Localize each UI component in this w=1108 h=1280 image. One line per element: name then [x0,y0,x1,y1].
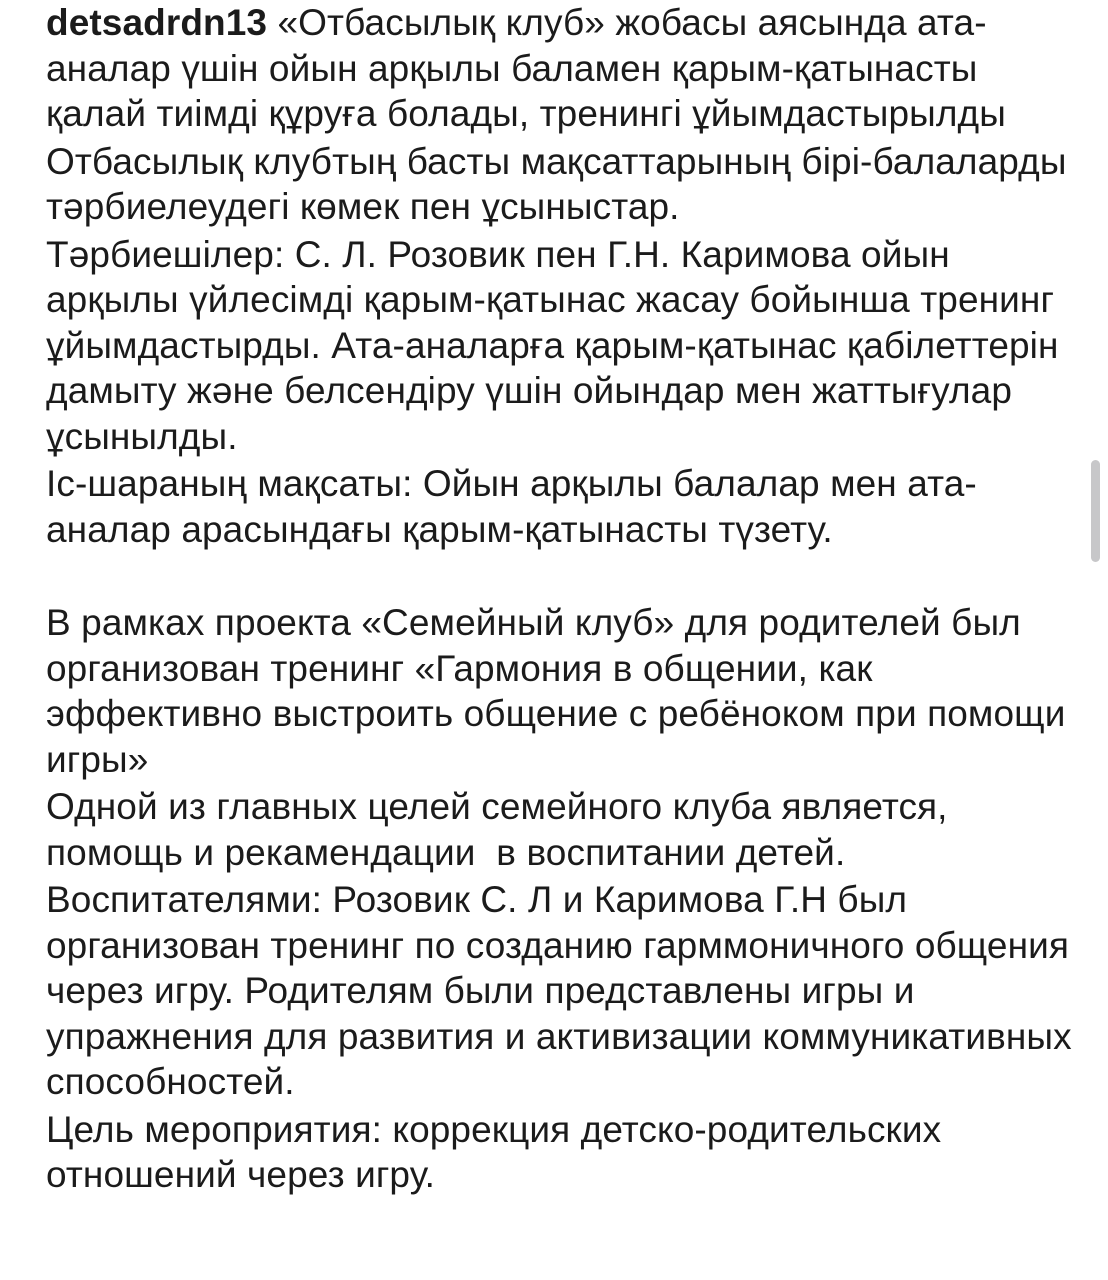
username-link[interactable]: detsadrdn13 [46,2,268,43]
caption-ru-intro: В рамках проекта «Семейный клуб» для родителей был организован тренинг «Гармония в общении, как эффективно выстроить общение с ребёноком при помощи игры» [46,602,1076,780]
post-caption [46,0,1086,1200]
caption-ru-teachers: Воспитателями: Розовик С. Л и Каримова Г.Н был организован тренинг по созданию гарммоничного общения через игру. Родителям были представлены игры и упражнения для развития и активизации коммуникативных способностей. [46,879,1083,1102]
caption-kz-goal: Отбасылық клубтың басты мақсаттарының бірі-балаларды тәрбиелеудегі көмек пен ұсыныстар. [46,140,1077,227]
caption-kz-intro [46,0,1086,137]
caption-ru-purpose: Цель мероприятия: коррекция детско-родительских отношений через игру. [46,1108,952,1195]
caption-ru-goal: Одной из главных целей семейного клуба является, помощь и рекамендации в воспитании детей. [46,786,958,873]
caption-kz-purpose: Іс-шараның мақсаты: Ойын арқылы балалар мен ата-аналар арасындағы қарым-қатынасты түзету. [46,463,977,550]
paragraph-gap [46,554,1086,600]
scrollbar-thumb[interactable] [1091,460,1100,562]
caption-kz-intro-text: «Отбасылық клуб» жобасы аясында ата-аналар үшін ойын арқылы баламен қарым-қатынасты қалай тиімді құруға болады, тренингі ұйымдастырылды [46,2,1006,134]
caption-kz-teachers: Тәрбиешілер: С. Л. Розовик пен Г.Н. Каримова ойын арқылы үйлесімді қарым-қатынас жасау бойынша тренинг ұйымдастырды. Ата-аналарға қарым-қатынас қабілеттерін дамыту және белсендіру үшін ойындар мен жаттығулар ұсынылды. [46,233,1069,457]
